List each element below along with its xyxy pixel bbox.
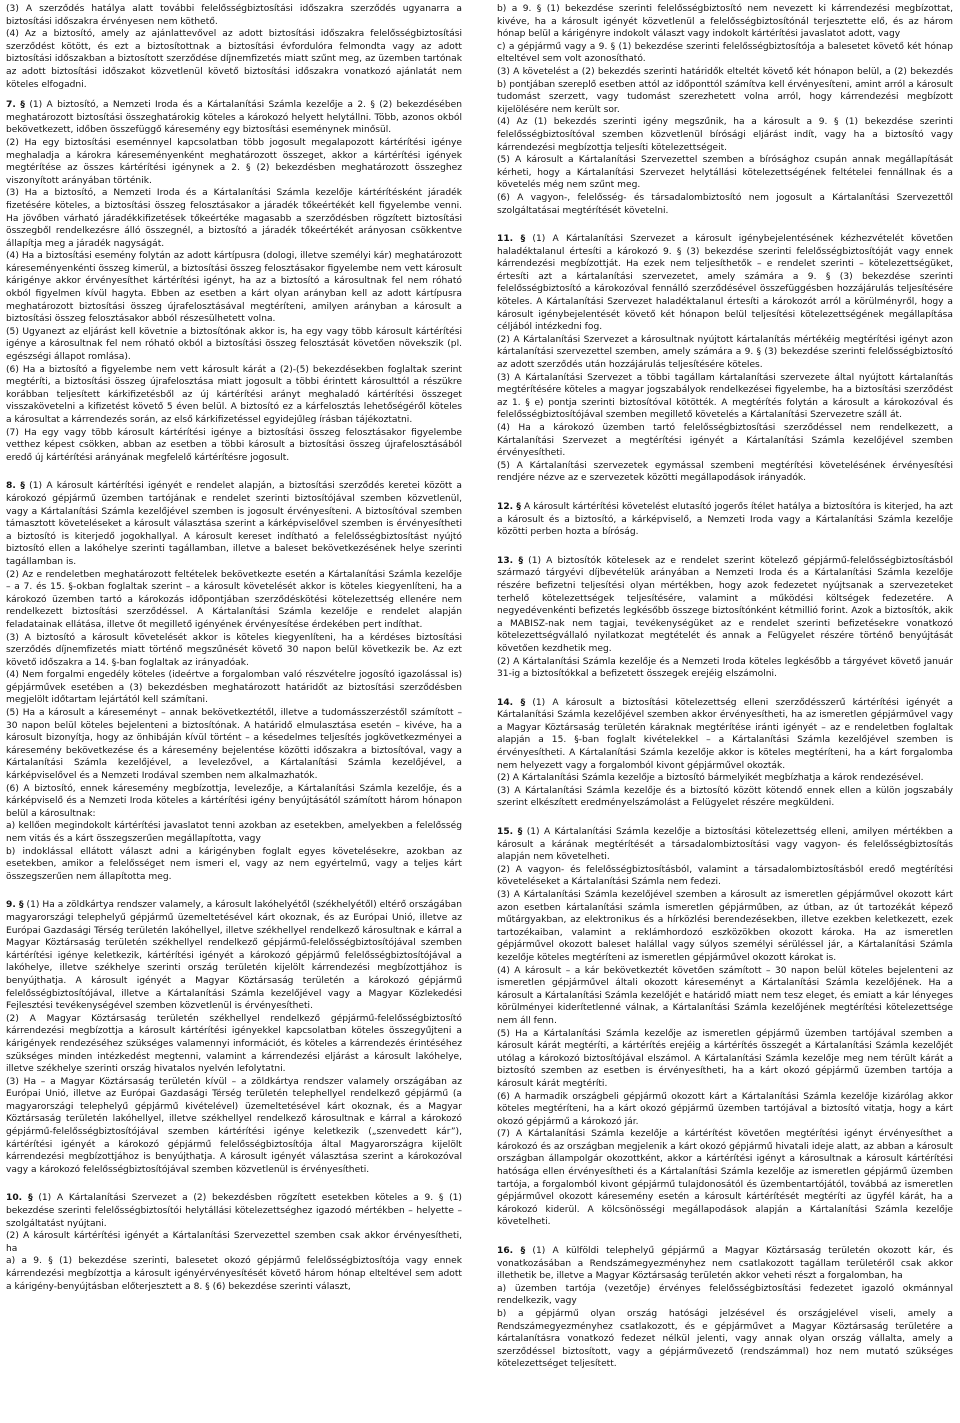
section-number: 12. § (497, 501, 521, 512)
section-number: 15. § (497, 827, 523, 838)
paragraph: (5) A károsult a Kártalanítási Szervezettel szemben a bírósághoz csupán annak megállapítását kérheti, hogy a Kártalanítási Szervezet helytállási kötelezettségének feltételei fennállnak és a követelés még nem szűnt meg. (497, 155, 953, 191)
section-10: 10. § (1) A Kártalanítási Szervezet a (2) bekezdésben rögzített esetekben köteles a 9. § (1) bekezdése szerinti felelősségbiztosítói helytállási kötelezettséghez igazodó mértékben – helyette – szolgáltatást nyújtani. (6, 1193, 462, 1229)
paragraph: (3) Ha a biztosító, a Nemzeti Iroda és a Kártalanítási Számla kezelője kártérítésként járadék fizetésére köteles, a biztosítási összeg felosztásakor a járadék tőkeértékét kell figyelembe venni. Ha jövőben várható járadékkifizetések tőkeértéke magasabb a szerződésben rögzített biztosítási összegből rendelkezésre álló összegnél, a biztosító a járadék tőkeértékét arányosan csökkentve állapítja meg a járadék nagyságát. (6, 188, 462, 249)
paragraph: (3) A Kártalanítási Szervezet a többi tagállam kártalanítási szervezete által nyújtott kártalanítás megtérítésére köteles a magyar jogszabályok rendelkezései figyelembe, ha a biztosítási szerződést az 1. § e) pontja szerinti biztosítóval kötötték. A megtérítés folytán a károsult a károkozóval és felelősségbiztosítójával szemben megillető követelés a Kártalanítási Szervezetre száll át. (497, 372, 953, 421)
paragraph: (2) A Kártalanítási Számla kezelője a biztosító bármelyikét megbízhatja a károk rendezésével. (497, 773, 924, 784)
paragraph: (5) Ugyanezt az eljárást kell követnie a biztosítónak akkor is, ha egy vagy több károsult kártérítési igénye a károsultnak fel nem róható okból a biztosítási összeg felosztását követően növekszik (pl. egészségi állapot romlása). (6, 326, 462, 363)
section-number: 8. § (6, 481, 25, 492)
section-8: 8. § (1) A károsult kártérítési igényét e rendelet alapján, a biztosítási szerződés keretei között a károkozó gépjármű üzemben tartójának e rendelet szerinti biztosítójával szemben közvetlenül, vagy a Kártalanítási Számla kezelőjével szemben is jogosult érvényesíteni. A biztosítóval szemben támasztott követeléseket a károsult választása szerint a kárképviselővel szemben is érvényesítheti a biztosító is kiterjedő jogokhallyal. A károsult kereset indítható a felelősségbiztosítást nyújtó biztosító ellen a lakóhelye szerinti tagállamban, illetve a baleset bekövetkezésének helye szerinti tagállamban is. (6, 481, 463, 567)
section-number: 14. § (497, 697, 526, 708)
right-column (497, 3, 953, 1371)
paragraph: (2) Ha egy biztosítási eseménnyel kapcsolatban több jogosult megalapozott kártérítési igénye meghaladja a károkra káreseményenként meghatározott összeget, akkor a kártérítési igények megtérítése az összes kártérítési igénynek a 2. § (2) bekezdésben meghatározott összeghez viszonyított arányában történik. (6, 137, 462, 186)
section-number: 9. § (6, 900, 24, 911)
section-number: 16. § (497, 1246, 526, 1257)
paragraph: (3) A biztosító a károsult követelését akkor is köteles kiegyenlíteni, ha a kérdéses biztosítási szerződés díjnemfizetés miatt történő megszűnését követő 30 napon belül következik be. Az ezt követő időszakra a 14. §-ban foglaltak az irányadóak. (6, 632, 462, 668)
list-item: c) a gépjármű vagy a 9. § (1) bekezdése szerinti felelősségbiztosítója a balesetet követő két hónap elteltével sem volt azonosítható. (497, 41, 953, 65)
paragraph: (2) A Magyar Köztársaság területén székhellyel rendelkező gépjármű-felelősségbiztosító kárrendezési megbízottja a károsult kártérítési igényekkel kapcsolatban köteles összegyűjteni a kárigények rendezéséhez szükséges valamennyi információt, és köteles a kárrendezés érintéséhez szükséges minden intézkedést megtenni, valamint a kárrendezési eljárást a károsult lakóhelye, illetve székhelye szerinti ország hivatalos nyelvén lefolytatni. (6, 1013, 462, 1075)
paragraph: (2) A vagyon- és felelősségbiztosításból, valamint a társadalombiztosításból eredő megtérítési követeléseket a Kártalanítási Számla nem fedezi. (497, 864, 953, 888)
section-13: 13. § (1) A biztosítók kötelesek az e rendelet szerint kötelező gépjármű-felelősségbiztosításból származó tárgyévi díjbevételük arányában a Nemzeti Iroda és a Kártalanítási Számla kezelője részére befizetni teljesítési olyan mértékben, hogy azok fedezetet nyújtsanak a szervezeteket terhelő kötelezettségek teljesítésére, valamint a működési költségek fedezetére. A negyedévenkénti befizetés legkésőbb összege biztosítónként kétmillió forint. Azok a biztosítók, akik a MABISZ-nak nem tagjai, tevékenységüket az e rendelet szerinti befizetésekre vonatkozó kötelezettségvállaló nyilatkozat megtételét és annak a Felügyelet részére történő benyújtását követően kezdhetik meg. (497, 555, 953, 654)
paragraph: (5) A Kártalanítási szervezetek egymással szembeni megtérítési követelésének érvényesítési rendjére nézve az e szervezetek közötti megállapodások irányadók. (497, 460, 953, 484)
list-item: b) a gépjármű olyan ország hatósági jelzésével és országjelével viseli, amely a Rendszámegyezményhez csatlakozott, és e gépjárművet a Magyar Köztársaság területére a kártalanításra vonatkozó fedezet nélkül jelenti, vagy annak olyan ország vállalta, amely a szerződéssel biztosított, vagy a gépjárművezető (rendszámmal) hoz nem mutató szükséges kötelezettséget teljesített. (497, 1309, 953, 1370)
section-11: 11. § (1) A Kártalanítási Szervezet a károsult igénybejelentésének kézhezvételét követően haladéktalanul értesíti a károkozó 9. § (3) bekezdése szerinti felelősségbiztosítóját vagy ennek kárrendezési megbízottját. Ha ezek nem teljesíthetők – e rendelet szerinti – kötelezettségüket, értesíti azt a kártalanítási szervezetet, amely számára a 9. § (3) bekezdése szerinti felelősségbiztosító a károkozóval fennálló szerződésével összefüggésben hozzájárulás teljesítésére köteles. A Kártalanítási Szervezet haladéktalanul értesíti a károkozót arról a körülményről, hogy a károsult igénybejelentését követő két hónapon belül teljesítési kötelezettségének megállapítása céljából intézkedni fog. (497, 234, 954, 333)
section-number: 7. § (6, 100, 25, 111)
paragraph: (2) Az e rendeletben meghatározott feltételek bekövetkezte esetén a Kártalanítási Számla kezelője – a 7. és 15. §-okban foglaltak szerint – a károsult követelését akkor is köteles kiegyenlíteni, ha a károkozó üzemben tartó a károkozás időpontjában szerződéskötési kötelezettség ellenére nem rendelkezett biztosítási szerződéssel. A Kártalanítási Számla kezelője e rendelet alapján feladatainak ellátása, illetve őt megillető igényének érvényesítése érdekében pert indíthat. (6, 569, 462, 630)
paragraph: (4) A károsult – a kár bekövetkeztét követően számított – 30 napon belül köteles bejelenteni az ismeretlen gépjárművel általi okozott káreseményt a Kártalanítási Számla kezelőjének. Ha a károsult a Kártalanítási Számla kezelőjét e határidő miatt nem tesz eleget, és emiatt a kár lényeges körülményei kiderítetlenné válnak, a Kártalanítási Számla kezelőjének megtérítési kötelezettsége nem áll fenn. (497, 965, 953, 1026)
paragraph: (3) A követelést a (2) bekezdés szerinti határidők elteltét követő két hónapon belül, a (2) bekezdés b) pontjában szereplő esetben attól az időponttól számítva kell érvényesíteni, amint arról a károsult tudomást szerzett, vagy tudomást szerezhetett volna arról, hogy kárrendezési megbízott kijelölésére nem került sor. (497, 66, 953, 115)
section-9: 9. § (1) Ha a zöldkártya rendszer valamely, a károsult lakóhelyétől (székhelyétől) eltérő országában magyarországi telephelyű gépjármű üzemeltetésével kárt okoznak, és az Európai Unió, illetve az Európai Gazdasági Térség területén lakóhellyel, illetve székhellyel rendelkező károsultnak e kárral a Magyar Köztársaság területén székhellyel rendelkező gépjármű-felelősségbiztosítójával szemben kártérítési igénye keletkezik, kártérítési igényét a károkozó gépjármű felelősségbiztosítójával a lakóhelye, illetve székhelye szerinti ország területén kijelölt kárrendezési megbízottjához is benyújthatja. A károsult igényét a Magyar Köztársaság területén a károkozó gépjármű felelősségbiztosítójával, illetve a Kártalanítási Számla kezelőjével vagy a Magyar Közlekedési Fejlesztési tevékenységével szemben közvetlenül is érvényesítheti. (6, 900, 462, 1012)
paragraph: (3) Ha – a Magyar Köztársaság területén kívül – a zöldkártya rendszer valamely országában az Európai Unió, illetve az Európai Gazdasági Térség területén telephellyel rendelkező gépjármű (a magyarországi telephelyű gépjármű kivételével) üzemeltetésével kárt okoznak, és a Magyar Köztársaság területén lakóhellyel, illetve székhellyel rendelkező károsultnak e kárral a károkozó gépjármű-felelősségbiztosítójával szemben kártérítési igénye keletkezik („szenvedett kár”), kártérítési igényét a károkozó gépjármű felelősségbiztosítója által Magyarországra kijelölt kárrendezési megbízottjához is benyújthatja. A károsult igényét választása szerint a károkozóval vagy a károkozó felelősségbiztosítójával szemben közvetlenül is érvényesítheti. (6, 1076, 462, 1175)
list-item: a) a 9. § (1) bekezdése szerinti, balesetet okozó gépjármű felelősségbiztosítója vagy ennek kárrendezési megbízottja a károsult igényérvényesítését követő három hónap elteltével sem adott a kárigény-benyújtásban előterjesztett a 8. § (6) bekezdése szerinti választ, (6, 1256, 462, 1292)
paragraph: (4) Ha a biztosítási esemény folytán az adott kártípusra (dologi, illetve személyi kár) meghatározott káreseményenkénti összeg kimerül, a biztosítási összeg felosztásakor figyelembe nem vett károsult kárigénye akkor érvényesíthet kártérítési igényt, ha az a biztosító a károsultnak fel nem róható okból figyelmen kívül hagyta. Ebben az esetben a kárt olyan arányban kell az adott kártípusra meghatározott biztosítási összeg újrafelosztásával megtéríteni, amilyen arányban a károsult a biztosítási összeg felosztásakor abból részesülhetett volna. (6, 251, 462, 325)
list-item: b) indoklással ellátott választ adni a kárigényben foglalt egyes követelésekre, azokban az esetekben, amikor a felelősséget nem ismeri el, vagy az nem egyértelmű, vagy a teljes kárt összegszerűen nem állapította meg. (6, 846, 462, 882)
paragraph: (4) Ha a károkozó üzemben tartó felelősségbiztosítási szerződéssel nem rendelkezett, a Kártalanítási Szervezet a megtérítési igényét a Kártalanítási Számla kezelőjével szemben érvényesítheti. (497, 423, 953, 459)
section-15: 15. § (1) A Kártalanítási Számla kezelője a biztosítási kötelezettség elleni, amilyen mértékben a károsult a kárának megtérítését a társadalombiztosítási vagy vagyon- és felelősségbiztosítás alapján nem követelheti. (497, 827, 953, 863)
paragraph: (5) Ha a károsult a káreseményt – annak bekövetkeztétől, illetve a tudomásszerzéstől számított – 30 napon belül köteles bejelenteni a biztosítónak. A határidő elmulasztása esetén – kivéve, ha a károsult bizonyítja, hogy az önhibáján kívül történt – a késedelmes teljesítés jogkövetkezményei a káresemény bekövetkezése és a káresemény bejelentése közötti időszakra a biztosítóval, vagy a Kártalanítási Számla kezelőjével, a levelezővel, a Kártalanítási Számla kezelőjével, a kárképviselővel és a Nemzeti Irodával szemben nem alkalmazhatók. (6, 708, 462, 782)
left-column (6, 3, 462, 1293)
section-7: 7. § (1) A biztosító, a Nemzeti Iroda és a Kártalanítási Számla kezelője a 2. § (2) bekezdésében meghatározott biztosítási összeghatárokig köteles a károkozó helyett helytállni. Több, azonos okból bekövetkezett, időben összefüggő káresemény egy biztosítási eseménynek minősül. (6, 100, 462, 136)
paragraph: (7) A Kártalanítási Számla kezelője a kártérítést követően megtérítési igényt érvényesíthet a károkozó és az országban megjelenik a kárt okozó gépjármű hivatali ideje alatt, az abban a károsult országban állampolgár okozottként, akkor a kártérítési igényt a károsultnak a károsult kártérítési hatósága ellen érvényesítheti és a Kártalanítási Számla kezelője az ismeretlen gépjármű üzemben tartója, a forgalomból kivont gépjármű tulajdonosától és üzembentartójától, továbbá az ismeretlen gépjárművel okozott káresemény esetén a károsult kártérítését megtéríti az ügyfél kárát, ha a károkozó kiderül. A kölcsönösségi megállapodások alapján a Kártalanítási Számla kezelője követelheti. (497, 1129, 953, 1228)
paragraph: (6) A harmadik országbeli gépjármű okozott kárt a Kártalanítási Számla kezelője kizárólag akkor köteles megtéríteni, ha a kárt okozó gépjármű üzemben tartójával a biztosító vitatja, hogy a kárt okozó gépjármű a károkozó jár. (497, 1091, 953, 1127)
paragraph: (3) A Kártalanítási Számla kezelője és a biztosító között kötendő ennek ellen a külön jogszabály szerint elkészített eredményelszámolást a Felügyelet részére megküldeni. (497, 785, 953, 809)
paragraph: (4) Nem forgalmi engedély köteles (ideértve a forgalomban való részvételre jogosító igazolással is) gépjárművek esetében a (3) bekezdésben meghatározott határidőt az biztosítási szerződésben megjelölt időtartam lejártától kell számítani. (6, 670, 462, 706)
paragraph: (6) A biztosító, ennek káresemény megbízottja, levelezője, a Kártalanítási Számla kezelője, és a kárképviselő és a Nemzeti Iroda köteles a kártérítési igény benyújtásától számított három hónapon belül a károsultnak: (6, 783, 462, 819)
paragraph: (6) A vagyon-, felelősség- és társadalombiztosító nem jogosult a Kártalanítási Szervezettől szolgáltatásai megtérítését követelni. (497, 192, 953, 216)
section-14: 14. § (1) A károsult a biztosítási kötelezettség elleni szerződésszerű kártérítési igényét a Kártalanítási Számla kezelőjével szemben akkor érvényesítheti, ha az ismeretlen gépjárművel vagy a Magyar Köztársaság területén káraknak megtérítése iránti igényét – az e rendeletben foglaltak alapján a 15. §-ban foglalt kivételekkel – a Kártalanítási Számla kezelőjével szemben is érvényesítheti. A Kártalanítási Számla kezelője akkor is köteles megtéríteni, ha a kárt forgalomba nem helyezett vagy a forgalomból kivont gépjárművel okozták. (497, 697, 953, 771)
section-number: 13. § (497, 555, 524, 566)
section-16: 16. § (1) A külföldi telephelyű gépjármű a Magyar Köztársaság területén okozott kár, és vonatkozásában a Rendszámegyezményhez nem csatlakozott tagállam területéről csak akkor illethetik be, illetve a Magyar Köztársaság területén akkor veheti részt a forgalomban, ha (497, 1246, 953, 1282)
paragraph: (5) Ha a Kártalanítási Számla kezelője az ismeretlen gépjármű üzemben tartójával szemben a károsult kárát megtéríti, a kártérítés erejéig a kártérítés összegét a Kártalanítási Számla kezelőjét utólag a károkozó biztosítójával elszámol. A Kártalanítási Számla kezelője meg nem térült kárát a biztosító szemben az esetben is érvényesítheti, ha a kárt okozó gépjármű üzemben tartója a károsult kárát megtéríti. (497, 1028, 953, 1089)
paragraph: (3) A szerződés hatálya alatt további felelősségbiztosítási időszakra szerződés ugyanarra a biztosítási időszakra érvényesen nem köthető. (6, 4, 462, 27)
paragraph: (2) A károsult kártérítési igényét a Kártalanítási Szervezettel szemben csak akkor érvényesítheti, ha (6, 1231, 462, 1254)
list-item: a) üzemben tartója (vezetője) érvényes felelősségbiztosítási fedezetet igazoló okmánnyal rendelkezik, vagy (497, 1283, 953, 1307)
paragraph: (4) Az a biztosító, amely az ajánlattevővel az adott biztosítási időszakra felelősségbiztosítási szerződést kötött, és ezt a biztosítottnak a biztosítási évfordulóra felmondta vagy az adott biztosítási időszakban a biztosított szerződése díjnemfizetés miatt szűnt meg, az üzemben tartónak az adott biztosítási időszakot közvetlenül követő biztosítási időszakra vonatkozó ajánlatát nem köteles elfogadni. (6, 29, 462, 90)
section-number: 10. § (6, 1193, 33, 1204)
paragraph: (2) A Kártalanítási Szervezet a károsultnak nyújtott kártalanítás mértékéig megtérítési igényt azon kártalanítási szervezettel szemben, amely számára a 9. § (3) bekezdése szerinti felelősségbiztosító az adott szerződés után hozzájárulás teljesítésére köteles. (497, 334, 953, 371)
section-number: 11. § (497, 234, 526, 245)
paragraph: (6) Ha a biztosító a figyelembe nem vett károsult kárát a (2)-(5) bekezdésekben foglaltak szerint megtéríti, a biztosítási összeg újrafelosztása miatt jogosult a többi érintett károsulttól a részükre korábban teljesített kárkifizetésből az új kártérítési arányt meghaladó kártérítési összeget visszakövetelni a kifizetést követő 5 éven belül. A biztosító ez a kárfelosztás lehetőségéről köteles a károsultat a kárrendezés során, az első kárkifizetéssel egyidejűleg írásban tájékoztatni. (6, 364, 462, 425)
list-item: a) kellően megindokolt kártérítési javaslatot tenni azokban az esetekben, amelyekben a felelősség nem vitás és a kárt összegszerűen megállapította, vagy (6, 821, 462, 844)
section-12: 12. § A károsult kártérítési követelést elutasító jogerős ítélet hatálya a biztosítóra is kiterjed, ha azt a károsult és a biztosító, a kárképviselő, a Nemzeti Iroda vagy a Kártalanítási Számla kezelője közötti perben hozta a bíróság. (497, 501, 953, 538)
paragraph: (7) Ha egy vagy több károsult kártérítési igénye a biztosítási összeg felosztásakor figyelembe vetthez képest csökken, abban az esetben a többi károsult a biztosítási összeg újrafelosztásából eredő új kártérítési arányának megfelelő kártérítésre jogosult. (6, 427, 462, 463)
paragraph: (2) A Kártalanítási Számla kezelője és a Nemzeti Iroda köteles legkésőbb a tárgyévet követő január 31-ig a biztosítókkal a befizetett összegek erejéig elszámolni. (497, 656, 953, 680)
paragraph: (3) A Kártalanítási Számla kezelőjével szemben a károsult az ismeretlen gépjárművel okozott kárt azon esetben kártalanítási számla ismeretlen gépjárműben, az útban, az út tartozékát képező műtárgyakban, az elektronikus és a hírközlési berendezésekben, illetve ezekben keletkezett, ezek tartozékaiban, valamint a reklámhordozó eszközökben okozott károka. Ha az ismeretlen gépjárművel okozott baleset halállal vagy súlyos személyi sérüléssel jár, a Kártalanítási Számla kezelője köteles megtéríteni az ismeretlen gépjárművel okozott károkat is. (497, 890, 953, 963)
paragraph: (4) Az (1) bekezdés szerinti igény megszűnik, ha a károsult a 9. § (1) bekezdése szerinti felelősségbiztosítóval szemben közvetlenül bírósági eljárást indít, vagy ha a biztosító vagy kárrendezési megbízottja teljesíti kötelezettségeit. (497, 117, 953, 153)
list-item: b) a 9. § (1) bekezdése szerinti felelősségbiztosító nem nevezett ki kárrendezési megbízottat, kivéve, ha a károsult igényét közvetlenül a felelősségbiztosítónál terjesztette elő, és az három hónap belül a kárigényre indokolt választ vagy indokolt kártérítési javaslatot adott, vagy (497, 4, 953, 40)
